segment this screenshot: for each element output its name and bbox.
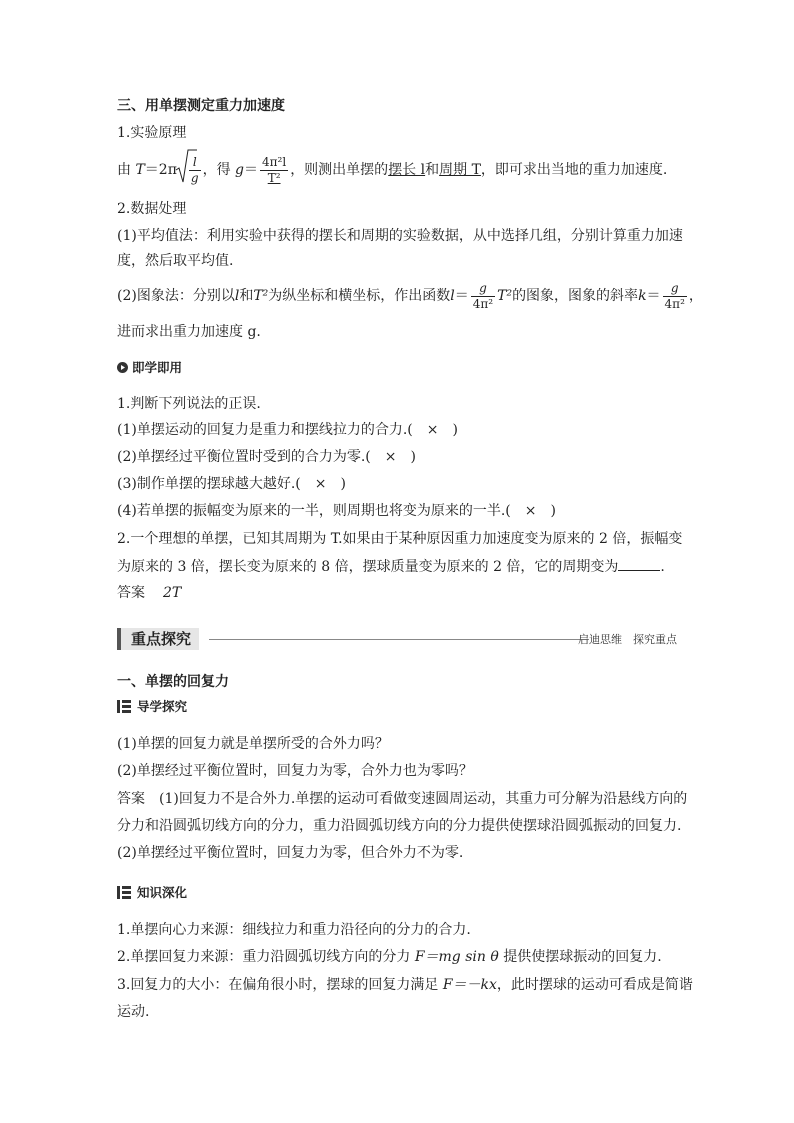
inquiry-answer-line3: (2)单摆经过平衡位置时，回复力为零，但合外力不为零. [117,845,464,861]
section-divider [209,639,589,640]
inquiry-answer-line1: 答案 (1)回复力不是合外力.单摆的运动可看做变速圆周运动，其重力可分解为沿悬线方向的 [117,791,688,807]
method-average-line2: 度，然后取平均值. [117,253,234,269]
question-1-item-3: (3)制作单摆的摆球越大越好.( × ) [117,476,346,492]
method-graph-line2: 进而求出重力加速度 g. [117,324,261,340]
knowledge-item-2: 2.单摆回复力来源：重力沿圆弧切线方向的分力 F＝mg sin θ 提供使摆球振动的回复力. [117,949,662,965]
section-title-pendulum-gravity: 三、用单摆测定重力加速度 [117,98,285,114]
knowledge-item-3-line2: 运动. [117,1004,150,1020]
list-bars-icon [117,886,131,899]
question-1-item-4: (4)若单摆的振幅变为原来的一半，则周期也将变为原来的一半.( × ) [117,503,556,519]
play-circle-icon [117,362,128,373]
tag-guided-inquiry: 导学探究 [117,698,187,716]
question-1: 1.判断下列说法的正误. [117,396,261,412]
sqrt-sign-icon [175,148,197,186]
inquiry-answer-line2: 分力和沿圆弧切线方向的分力，重力沿圆弧切线方向的分力提供使摆球沿圆弧振动的回复力. [117,818,682,834]
list-bars-icon [117,700,131,713]
underline-length: 摆长 l [388,162,426,178]
heading-experiment-principle: 1.实验原理 [117,125,187,141]
practice-label: 即学即用 [117,359,182,377]
section-title: 重点探究 [117,628,199,650]
question-1-item-2: (2)单摆经过平衡位置时受到的合力为零.( × ) [117,449,416,465]
method-average-line1: (1)平均值法：利用实验中获得的摆长和周期的实验数据，从中选择几组，分别计算重力加速 [117,228,683,244]
question-2-line1: 2.一个理想的单摆，已知其周期为 T.如果由于某种原因重力加速度变为原来的 2 倍，振幅变 [117,531,683,547]
question-2-line2: 为原来的 3 倍，摆长变为原来的 8 倍，摆球质量变为原来的 2 倍，它的周期变为 . [117,556,665,577]
answer-q2: 答案 2T [117,585,182,601]
sqrt-expression: $\frac{l}{g}$ [177,148,203,192]
tag-knowledge-deepening: 知识深化 [117,884,187,902]
underline-period: 周期 T [439,162,481,178]
principle-formula-line: 由 T＝2π $\frac{l}{g}$ ，得 g＝ $\frac{\text{4π²l}}{\text{T²}}$ ，则测出单摆的摆长 l和周期 T，即可求出当地的重力加速度. [117,148,667,192]
knowledge-item-1: 1.单摆向心力来源：细线拉力和重力沿径向的分力的合力. [117,922,471,938]
answer-blank [618,556,660,571]
inquiry-question-2: (2)单摆经过平衡位置时，回复力为零，合外力也为零吗？ [117,763,473,779]
question-1-item-1: (1)单摆运动的回复力是重力和摆线拉力的合力.( × ) [117,422,458,438]
method-graph-line1: (2)图象法：分别以l和T²为纵坐标和横坐标，作出函数l＝ $\frac{g}{\text{4π²}}$ T²的图象，图象的斜率k＝ $\frac{g}{\text{4π²}}$ ， [117,280,703,311]
section-header-key-exploration [117,628,677,652]
inquiry-question-1: (1)单摆的回复力就是单摆所受的合外力吗？ [117,736,389,752]
section-subtitle: 启迪思维 探究重点 [578,633,677,646]
heading-data-processing: 2.数据处理 [117,201,187,217]
knowledge-item-3-line1: 3.回复力的大小：在偏角很小时，摆球的回复力满足 F＝－kx，此时摆球的运动可看成是简谐 [117,977,693,993]
part1-title: 一、单摆的回复力 [117,674,229,690]
